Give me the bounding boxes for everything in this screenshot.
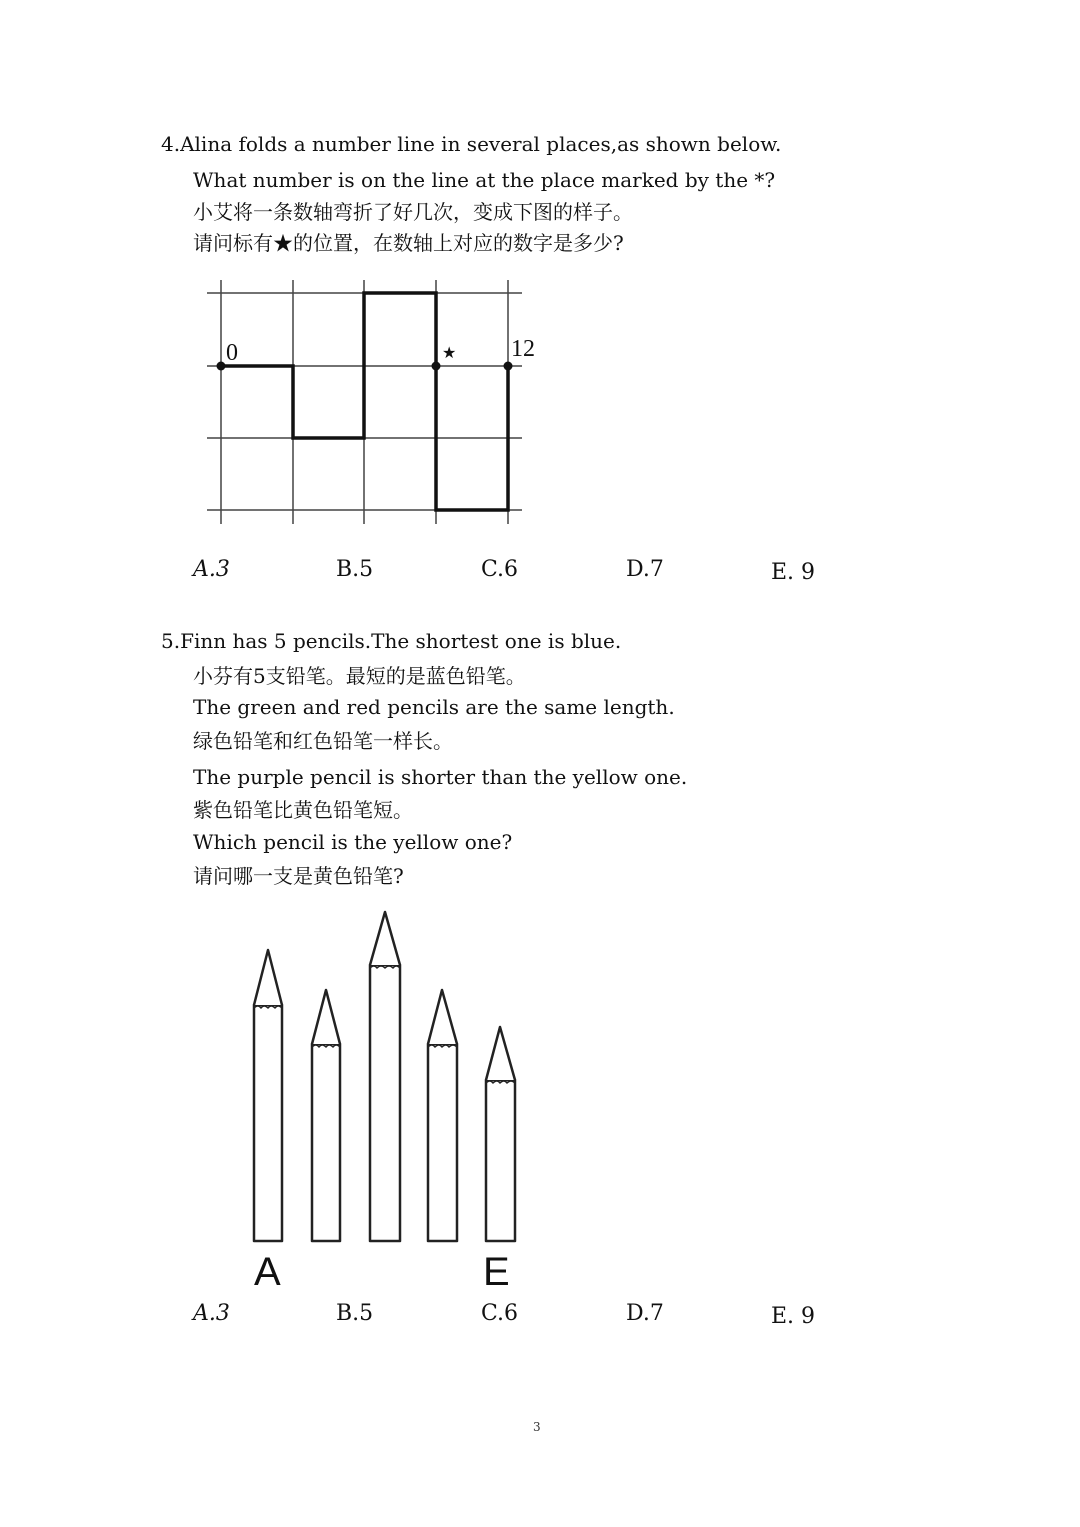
pencil-a [254, 950, 282, 1241]
pencil-d [428, 990, 457, 1241]
q5-option-b[interactable]: B.5 [336, 1301, 374, 1326]
q5-line-7: 请问哪一支是黄色铅笔? [193, 864, 404, 888]
q4-title: 4.Alina folds a number line in several places,as shown below. [161, 132, 782, 156]
q5-line-5: 紫色铅笔比黄色铅笔短。 [193, 798, 413, 822]
pencil-label-e: E [483, 1250, 510, 1294]
label-twelve: 12 [511, 336, 535, 362]
pencil-label-a: A [254, 1250, 281, 1294]
q4-question-en: What number is on the line at the place marked by the *? [193, 168, 776, 192]
page-number: 3 [533, 1420, 541, 1434]
q4-option-c[interactable]: C.6 [481, 557, 519, 582]
star-marker: ★ [442, 343, 457, 362]
q4-question-zh-1: 小艾将一条数轴弯折了好几次，变成下图的样子。 [193, 200, 633, 224]
q5-option-a[interactable]: A.3 [193, 1301, 230, 1326]
q4-option-e[interactable]: E. 9 [771, 560, 816, 585]
pencil-b [312, 990, 340, 1241]
q5-option-c[interactable]: C.6 [481, 1301, 519, 1326]
q5-option-e[interactable]: E. 9 [771, 1304, 816, 1329]
q5-option-d[interactable]: D.7 [626, 1301, 664, 1326]
q4-option-d[interactable]: D.7 [626, 557, 664, 582]
q4-option-a[interactable]: A.3 [193, 557, 230, 582]
q4-question-zh-2: 请问标有★的位置，在数轴上对应的数字是多少? [193, 231, 624, 255]
q5-line-4: The purple pencil is shorter than the yellow one. [193, 765, 688, 789]
q5-line-6: Which pencil is the yellow one? [193, 830, 513, 854]
label-zero: 0 [226, 340, 238, 366]
q5-line-2: The green and red pencils are the same length. [193, 695, 675, 719]
q5-line-3: 绿色铅笔和红色铅笔一样长。 [193, 729, 453, 753]
pencil-c [370, 912, 400, 1241]
q5-line-1: 小芬有5支铅笔。最短的是蓝色铅笔。 [193, 664, 526, 688]
q5-title: 5.Finn has 5 pencils.The shortest one is blue. [161, 629, 622, 653]
pencil-e [486, 1027, 515, 1241]
q4-option-b[interactable]: B.5 [336, 557, 374, 582]
